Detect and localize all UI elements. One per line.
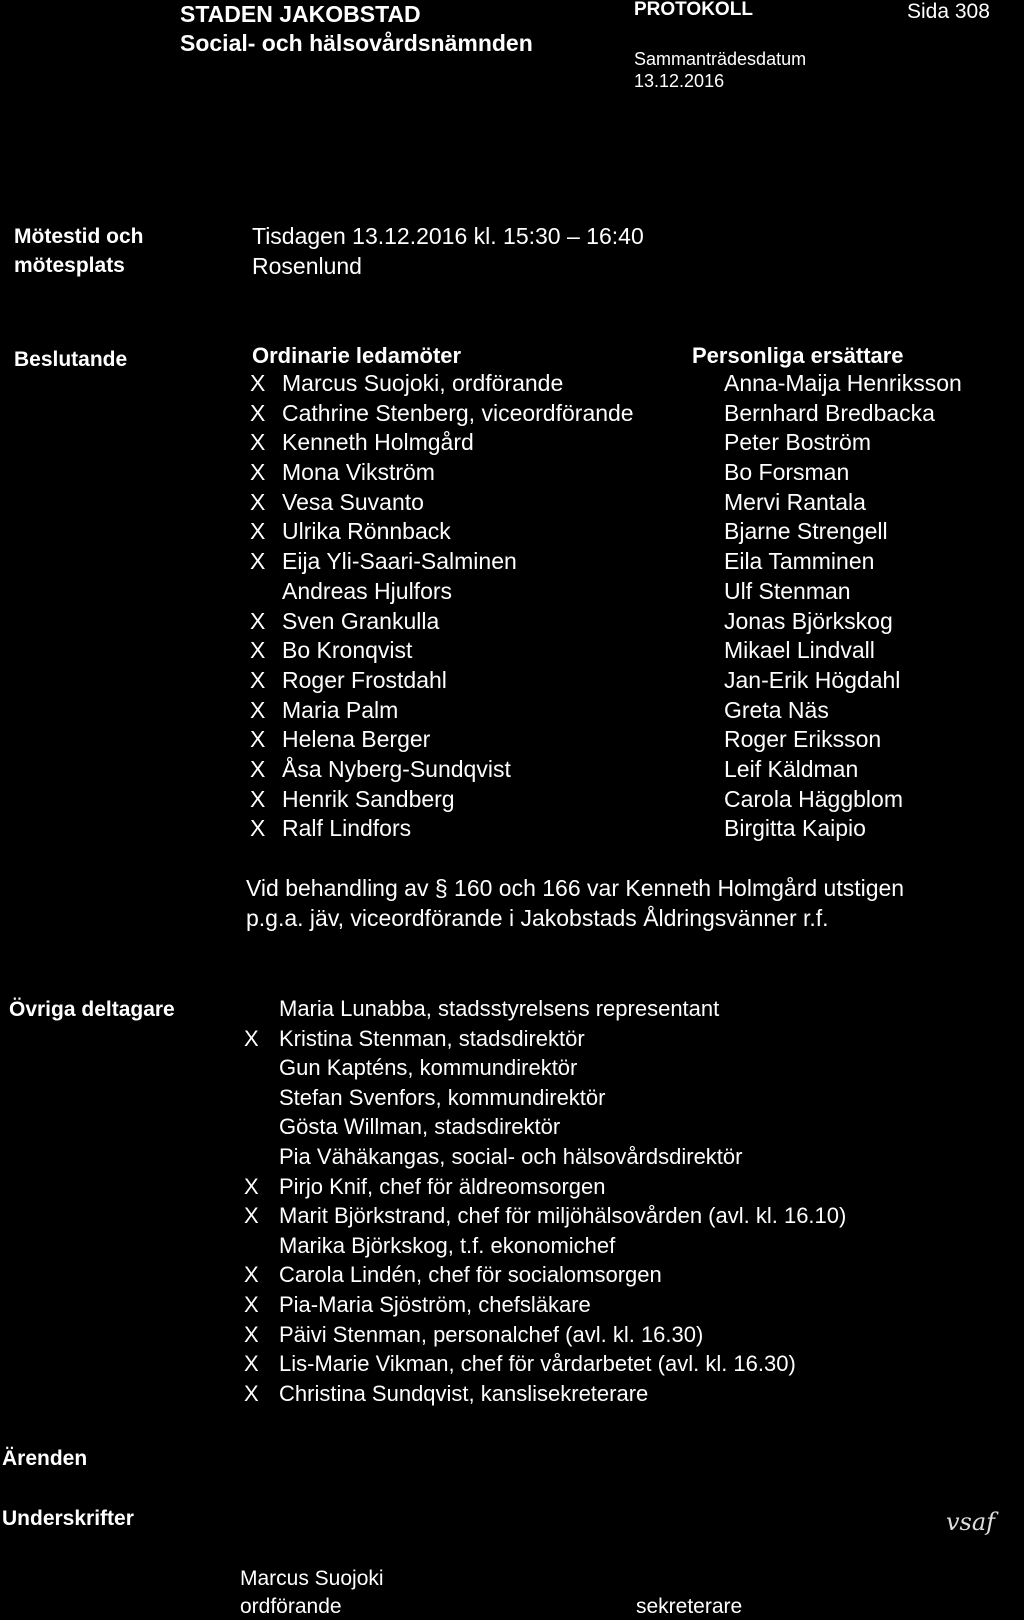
member-name: Maria Palm [282,696,399,723]
substitutes-header: Personliga ersättare [692,343,904,368]
participant-row [244,1290,846,1320]
participant-text: Marit Björkstrand, chef för miljöhälsovården (avl. kl. 16.10) [279,1203,847,1229]
participant-text: Marika Björkskog, t.f. ekonomichef [279,1232,616,1258]
member-name: Mona Vikström [282,459,435,486]
present-mark: X [250,488,266,515]
participant-text: Pia Vähäkangas, social- och hälsovårdsdirektör [279,1143,743,1169]
participant-text: Lis-Marie Vikman, chef för vårdarbetet (avl. kl. 16.30) [279,1351,796,1377]
substitute-name: Leif Käldman [724,755,859,782]
signer-name: Marcus Suojoki [240,1567,384,1590]
matters-label: Ärenden [2,1447,88,1470]
participant-row [244,1053,846,1083]
member-row [250,428,634,458]
substitutes-list [724,369,962,844]
member-name: Åsa Nyberg-Sundqvist [282,755,511,782]
substitute-name: Bernhard Bredbacka [724,399,935,426]
participant-row [244,1112,846,1142]
page-number: Sida 308 [907,0,990,23]
participant-row [244,1142,846,1172]
meeting-label-line1: Mötestid och [14,225,144,248]
secretary-role: sekreterare [636,1595,743,1618]
present-mark: X [250,815,266,842]
member-row [250,607,634,637]
present-mark: X [244,1321,259,1347]
member-name: Sven Grankulla [282,607,440,634]
recusal-note-line1: Vid behandling av § 160 och 166 var Kenneth Holmgård utstigen [246,875,905,901]
substitute-name: Bjarne Strengell [724,518,888,545]
date-label: Sammanträdesdatum [634,49,807,69]
present-mark: X [244,1380,259,1406]
ordinary-members-header: Ordinarie ledamöter [252,343,462,368]
signature-initials: vsaf [946,1508,996,1536]
meeting-time: Tisdagen 13.12.2016 kl. 15:30 – 16:40 [252,223,644,249]
member-row [250,399,634,429]
member-name: Roger Frostdahl [282,666,447,693]
signer-role: ordförande [240,1595,342,1618]
present-mark: X [244,1291,259,1317]
present-mark: X [250,637,266,664]
substitute-name: Bo Forsman [724,459,850,486]
participant-text: Gösta Willman, stadsdirektör [279,1114,561,1140]
substitute-name: Anna-Maija Henriksson [724,370,962,396]
participant-text: Maria Lunabba, stadsstyrelsens representant [279,996,720,1021]
present-mark: X [244,1262,259,1288]
substitute-name: Eila Tamminen [724,548,875,575]
participant-row [244,1083,846,1113]
member-row [250,696,634,726]
substitute-name: Ulf Stenman [724,577,851,604]
present-mark: X [250,607,266,634]
participant-row [244,1024,846,1054]
participant-text: Päivi Stenman, personalchef (avl. kl. 16.30) [279,1321,704,1347]
substitute-name: Birgitta Kaipio [724,815,866,842]
participant-row [244,994,846,1024]
present-mark: X [250,785,266,812]
substitute-name: Mikael Lindvall [724,637,875,664]
member-row [250,488,634,518]
substitute-name: Jonas Björkskog [724,607,893,634]
participant-text: Gun Kapténs, kommundirektör [279,1055,578,1081]
meeting-label-line2: mötesplats [14,254,125,277]
present-mark: X [250,726,266,753]
member-name: Marcus Suojoki, ordförande [282,370,564,396]
participant-text: Carola Lindén, chef för socialomsorgen [279,1262,662,1288]
present-mark: X [250,459,266,486]
participant-row [244,1201,846,1231]
member-row [250,755,634,785]
member-row [250,785,634,815]
member-name: Eija Yli-Saari-Salminen [282,548,517,575]
member-name: Vesa Suvanto [282,488,424,515]
participant-text: Christina Sundqvist, kanslisekreterare [279,1380,649,1406]
participant-text: Pia-Maria Sjöström, chefsläkare [279,1291,591,1317]
present-mark: X [244,1025,259,1051]
substitute-name: Mervi Rantala [724,488,866,515]
member-row [250,636,634,666]
deciders-label: Beslutande [14,348,128,371]
member-name: Cathrine Stenberg, viceordförande [282,399,634,426]
present-mark: X [250,548,266,575]
participant-row [244,1320,846,1350]
member-name: Ulrika Rönnback [282,518,451,545]
substitute-name: Jan-Erik Högdahl [724,666,901,693]
present-mark: X [250,518,266,545]
member-row [250,577,634,607]
member-name: Andreas Hjulfors [282,577,453,604]
participant-row [244,1172,846,1202]
member-row [250,369,634,399]
org-name: STADEN JAKOBSTAD [180,1,421,27]
meeting-date: 13.12.2016 [634,71,725,91]
substitute-name: Roger Eriksson [724,726,882,753]
participant-text: Kristina Stenman, stadsdirektör [279,1025,585,1051]
substitute-name: Peter Boström [724,429,871,456]
board-name: Social- och hälsovårdsnämnden [180,30,533,56]
member-name: Ralf Lindfors [282,815,412,842]
member-row [250,725,634,755]
member-name: Helena Berger [282,726,431,753]
present-mark: X [244,1203,259,1229]
participant-row [244,1231,846,1261]
participant-row [244,1260,846,1290]
meeting-place: Rosenlund [252,253,362,279]
member-name: Bo Kronqvist [282,637,413,664]
member-name: Henrik Sandberg [282,785,455,812]
signatures-label: Underskrifter [2,1507,134,1530]
others-label: Övriga deltagare [9,998,175,1021]
member-row [250,547,634,577]
present-mark: X [250,666,266,693]
present-mark: X [250,755,266,782]
substitute-name: Greta Näs [724,696,829,723]
member-row [250,814,634,844]
other-participants-list [244,994,846,1408]
present-mark: X [250,696,266,723]
ordinary-members-list [250,369,634,844]
participant-text: Stefan Svenfors, kommundirektör [279,1084,606,1110]
substitute-name: Carola Häggblom [724,785,903,812]
member-row [250,517,634,547]
present-mark: X [250,399,266,426]
member-name: Kenneth Holmgård [282,429,474,456]
present-mark: X [244,1173,259,1199]
doc-type: PROTOKOLL [634,0,753,20]
present-mark: X [250,370,266,396]
participant-row [244,1349,846,1379]
member-row [250,666,634,696]
recusal-note-line2: p.g.a. jäv, viceordförande i Jakobstads Åldringsvänner r.f. [246,905,829,931]
present-mark: X [244,1351,259,1377]
member-row [250,458,634,488]
participant-row [244,1379,846,1409]
present-mark: X [250,429,266,456]
participant-text: Pirjo Knif, chef för äldreomsorgen [279,1173,606,1199]
